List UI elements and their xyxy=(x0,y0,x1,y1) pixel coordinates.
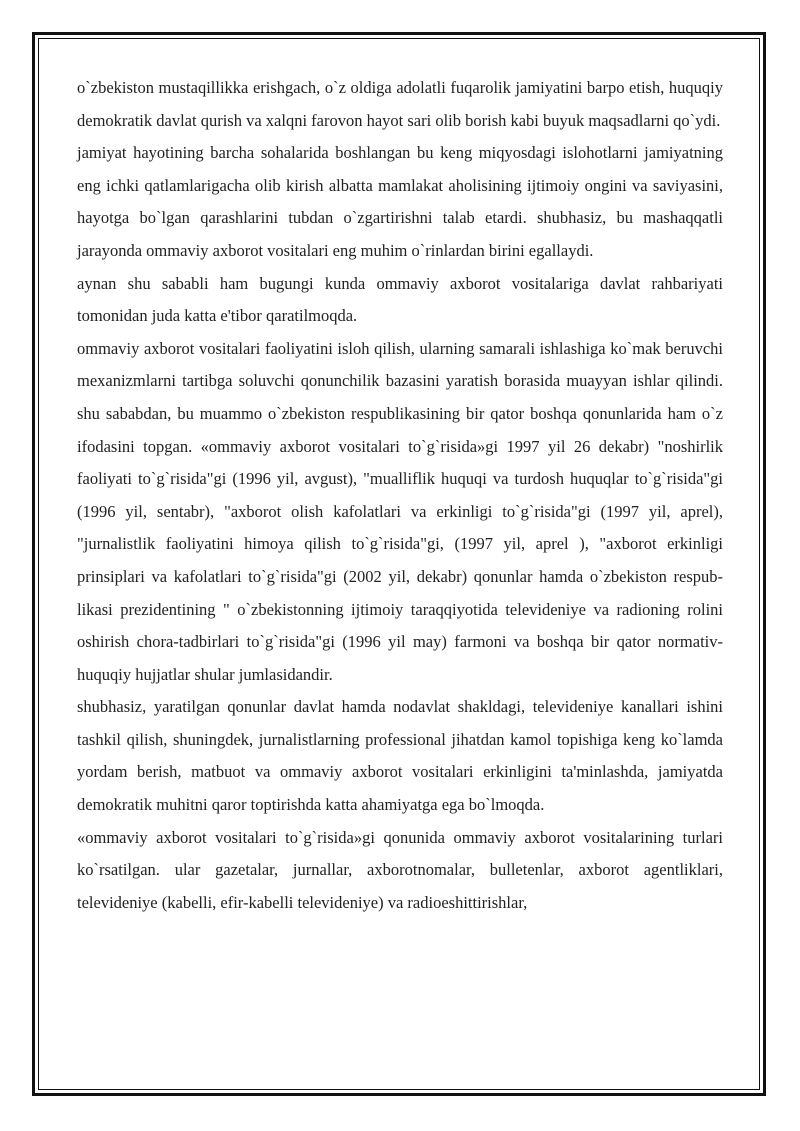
paragraph-5: shubhasiz, yaratilgan qonunlar davlat hamda nodavlat shakldagi, televideniye kanallari ishini tashkil qilish, shuningdek, jurnalistlarning professional jihatdan kamol topishiga keng ko`lamda yordam berish, matbuot va ommaviy axborot vositalari erkinligini ta'minlashda, jamiyatda demokratik muhitni qaror toptirishda katta ahamiyatga ega bo`lmoqda. xyxy=(77,697,723,815)
paragraph-6: «ommaviy axborot vositalari to`g`risida»gi qonunida ommaviy axborot vositalarining turlari ko`rsatilgan. ular gazetalar, jurnallar, axborotnomalar, bulletenlar, axborot agentliklari, televideniye (kabelli, efir-kabelli televideniye) va radioeshittirishlar, xyxy=(77,827,723,912)
document-body xyxy=(77,72,723,919)
paragraph-4: ommaviy axborot vositalari faoliyatini isloh qilish, ularning samarali ishlashiga ko`mak beruvchi mexanizmlarni tartibga soluvchi qonunchilik bazasini yaratish borasida muayyan ishlar qilindi. shu sababdan, bu muammo o`zbekiston respublikasining bir qator boshqa qonunlarida ham o`z ifodasini topgan. «ommaviy axborot vositalari to`g`risida»gi 1997 yil 26 dekabr) "noshirlik faoliyati to`g`risida"gi (1996 yil, avgust), "mualliflik huquqi va turdosh huquqlar to`g`risida"gi (1996 yil, sentabr), "axborot olish kafolatlari va erkinligi to`g`risida"gi (1997 yil, aprel), "jurnalistlik faoliyatini himoya qilish to`g`risida"gi, (1997 yil, aprel ), "axborot erkinligi prinsiplari va kafolatlari to`g`risida"gi (2002 yil, dekabr) qonunlar hamda o`zbekiston respub-likasi prezidentining " o`zbekistonning ijtimoiy taraqqiyotida televideniye va radioning rolini oshirish chora-tadbirlari to`g`risida"gi (1996 yil may) farmoni va boshqa bir qator normativ-huquqiy hujjatlar shular jumlasidandir. xyxy=(77,338,723,684)
paragraph-1: o`zbekiston mustaqillikka erishgach, o`z oldiga adolatli fuqarolik jamiyatini barpo etish, huquqiy demokratik davlat qurish va xalqni farovon hayot sari olib borish kabi buyuk maqsadlarni qo`ydi. xyxy=(77,78,723,130)
paragraph-2: jamiyat hayotining barcha sohalarida boshlangan bu keng miqyosdagi islohotlarni jamiyatning eng ichki qatlamlarigacha olib kirish albatta mamlakat aholisining ijtimoiy ongini va saviyasini, hayotga bo`lgan qarashlarini tubdan o`zgartirishni talab etardi. shubhasiz, bu mashaqqatli jarayonda ommaviy axborot vositalari eng muhim o`rinlardan birini egallaydi. xyxy=(77,143,723,260)
paragraph-3: aynan shu sababli ham bugungi kunda ommaviy axborot vositalariga davlat rahbariyati tomonidan juda katta e'tibor qaratilmoqda. xyxy=(77,273,723,326)
